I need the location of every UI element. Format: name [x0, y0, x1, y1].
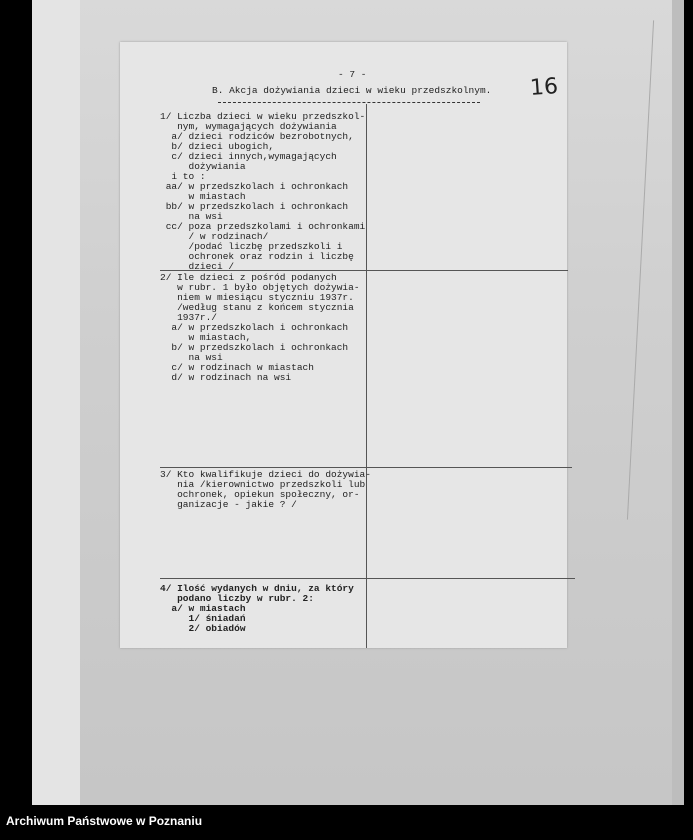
text-line: aa/ w przedszkolach i ochronkach — [160, 181, 349, 192]
handwritten-page-number: 16 — [529, 74, 559, 101]
text-line: 3/ Kto kwalifikuje dzieci do dożywia- — [160, 469, 371, 480]
text-line: dożywiania — [160, 161, 246, 172]
text-line: ganizacje - jakie ? / — [160, 499, 297, 510]
text-line: 1937r./ — [160, 312, 218, 323]
text-line: /podać liczbę przedszkoli i — [160, 241, 343, 252]
column-divider — [366, 104, 367, 648]
text-line: 2/ obiadów — [160, 623, 246, 634]
document-sheet — [120, 42, 567, 648]
heading-underline — [218, 102, 480, 103]
text-line: bb/ w przedszkolach i ochronkach — [160, 201, 349, 212]
text-line: nym, wymagających dożywiania — [160, 121, 337, 132]
board-right-strip — [672, 0, 684, 805]
text-line: a/ w miastach — [160, 603, 246, 614]
archive-caption: Archiwum Państwowe w Poznaniu — [6, 814, 203, 828]
page-number-top: - 7 - — [338, 69, 367, 80]
text-line: c/ dzieci innych,wymagających — [160, 151, 337, 162]
section-2-text — [160, 273, 360, 383]
text-line: na wsi — [160, 211, 223, 222]
text-line: 2/ Ile dzieci z pośród podanych — [160, 272, 337, 283]
text-line: w miastach, — [160, 332, 252, 343]
section-3-text — [160, 470, 371, 510]
text-line: / w rodzinach/ — [160, 231, 269, 242]
row-divider-3 — [160, 578, 575, 579]
text-line: ochronek, opiekun społeczny, or- — [160, 489, 360, 500]
text-line: d/ w rodzinach na wsi — [160, 372, 292, 383]
text-line: i to : — [160, 171, 206, 182]
text-line: w miastach — [160, 191, 246, 202]
text-line: w rubr. 1 było objętych dożywia- — [160, 282, 360, 293]
text-line: b/ dzieci ubogich, — [160, 141, 275, 152]
text-line: ochronek oraz rodzin i liczbę — [160, 251, 354, 262]
text-line: a/ dzieci rodziców bezrobotnych, — [160, 131, 354, 142]
text-line: niem w miesiącu styczniu 1937r. — [160, 292, 354, 303]
text-line: a/ w przedszkolach i ochronkach — [160, 322, 349, 333]
text-line: na wsi — [160, 352, 223, 363]
row-divider-2 — [160, 467, 572, 468]
text-line: /według stanu z końcem stycznia — [160, 302, 354, 313]
board-left-strip — [32, 0, 80, 805]
section-1-text — [160, 112, 365, 272]
text-line: 4/ Ilość wydanych w dniu, za który — [160, 583, 354, 594]
text-line: cc/ poza przedszkolami i ochronkami — [160, 221, 366, 232]
text-line: podano liczby w rubr. 2: — [160, 593, 314, 604]
text-line: 1/ Liczba dzieci w wieku przedszkol- — [160, 111, 366, 122]
text-line: b/ w przedszkolach i ochronkach — [160, 342, 349, 353]
text-line: 1/ śniadań — [160, 613, 246, 624]
section-4-text — [160, 584, 354, 634]
text-line: dzieci / — [160, 261, 235, 272]
text-line: nia /kierownictwo przedszkoli lub — [160, 479, 366, 490]
document-heading: B. Akcja dożywiania dzieci w wieku przedszkolnym. — [212, 85, 492, 96]
text-line: c/ w rodzinach w miastach — [160, 362, 314, 373]
